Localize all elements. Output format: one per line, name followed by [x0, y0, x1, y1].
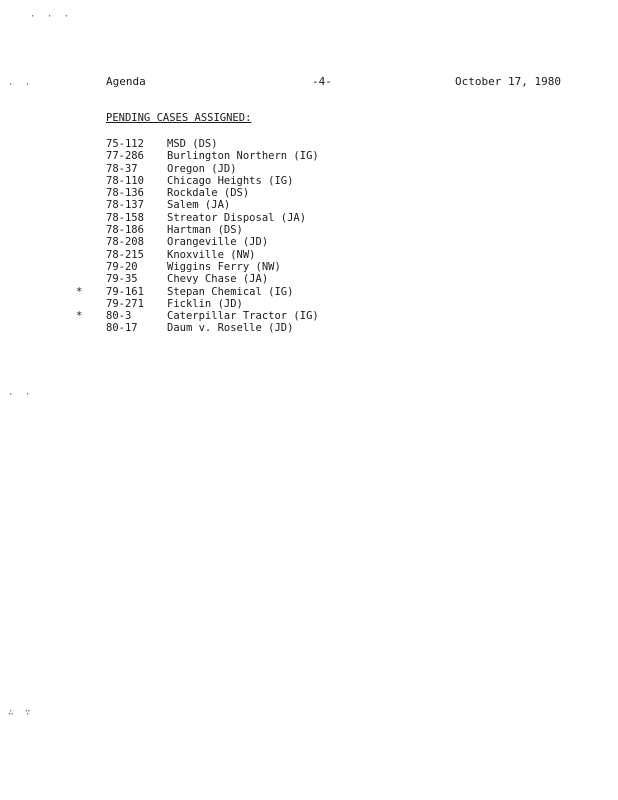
case-number: 78-37 — [106, 162, 138, 175]
case-row — [76, 310, 376, 322]
case-row — [76, 224, 376, 236]
case-row — [76, 286, 376, 298]
case-row — [76, 249, 376, 261]
case-row — [76, 273, 376, 285]
section-title: PENDING CASES ASSIGNED: — [106, 112, 252, 124]
case-number: 79-20 — [106, 260, 138, 273]
case-row — [76, 150, 376, 162]
case-number: 75-112 — [106, 138, 144, 150]
case-priority-mark: * — [76, 285, 83, 298]
case-name: Streator Disposal (JA) — [167, 211, 307, 224]
case-row — [76, 175, 376, 187]
case-name: Chicago Heights (IG) — [167, 174, 294, 187]
scan-artifact-top: · · · — [30, 12, 73, 22]
case-number: 79-271 — [106, 297, 144, 310]
case-name: Rockdale (DS) — [167, 187, 250, 200]
case-row — [76, 138, 376, 150]
case-name: Wiggins Ferry (NW) — [167, 260, 281, 273]
case-priority-mark: * — [76, 310, 83, 323]
case-number: 79-35 — [106, 273, 138, 286]
header-agenda: Agenda — [106, 75, 146, 88]
case-row — [76, 322, 376, 334]
page-header — [0, 75, 618, 91]
case-row — [76, 298, 376, 310]
case-name: Salem (JA) — [167, 199, 231, 212]
case-name: MSD (DS) — [167, 138, 218, 150]
case-name: Hartman (DS) — [167, 224, 243, 237]
case-name: Stepan Chemical (IG) — [167, 285, 294, 298]
case-number: 79-161 — [106, 285, 144, 298]
case-name: Orangeville (JD) — [167, 236, 269, 249]
case-list — [76, 138, 376, 335]
case-number: 77-286 — [106, 150, 144, 163]
case-number: 80-3 — [106, 310, 132, 323]
scan-artifact-left: · · — [8, 80, 34, 90]
case-row — [76, 163, 376, 175]
case-name: Oregon (JD) — [167, 162, 237, 175]
case-row — [76, 187, 376, 199]
case-name: Burlington Northern (IG) — [167, 150, 319, 163]
case-number: 78-208 — [106, 236, 144, 249]
case-row — [76, 236, 376, 248]
case-number: 78-186 — [106, 224, 144, 237]
case-number: 78-110 — [106, 174, 144, 187]
case-name: Knoxville (NW) — [167, 248, 256, 261]
scan-artifact-bottom: ∴ ∵ — [8, 708, 34, 718]
scan-artifact-mid: · · — [8, 390, 34, 400]
case-number: 78-137 — [106, 199, 144, 212]
case-row — [76, 212, 376, 224]
case-number: 78-158 — [106, 211, 144, 224]
header-date: October 17, 1980 — [455, 75, 561, 88]
case-number: 78-215 — [106, 248, 144, 261]
case-name: Daum v. Roselle (JD) — [167, 322, 294, 335]
case-row — [76, 199, 376, 211]
case-number: 80-17 — [106, 322, 138, 335]
case-name: Chevy Chase (JA) — [167, 273, 269, 286]
case-row — [76, 261, 376, 273]
case-number: 78-136 — [106, 187, 144, 200]
header-page-number: -4- — [312, 75, 332, 88]
case-name: Caterpillar Tractor (IG) — [167, 310, 319, 323]
case-name: Ficklin (JD) — [167, 297, 243, 310]
